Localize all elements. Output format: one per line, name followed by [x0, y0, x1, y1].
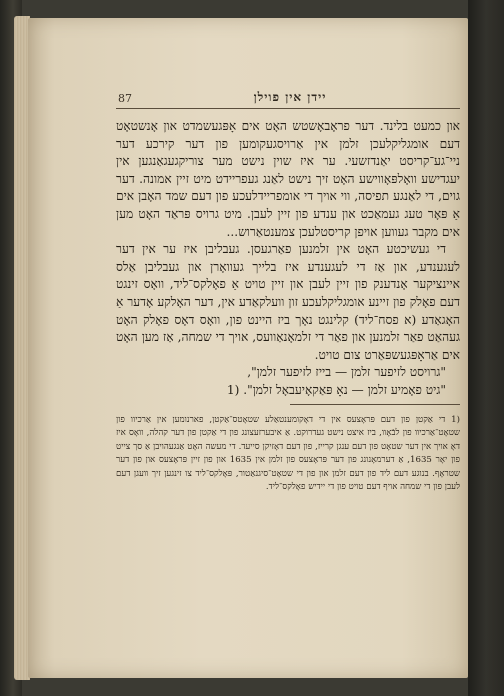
page-number: 87 — [118, 92, 132, 105]
running-head: יידן אין פוילן — [253, 90, 327, 104]
background-edge — [468, 0, 504, 696]
footnote-text: (1 די אַקטן פון דעם פּראָצעס אין די דאָקומענטאַלע שטאָטס־אַקטן, פארנומען אין אַרכיוו פון שטאָט־אַרכיוו פון לבֿאָוו, ביז איצט נישט געדרוקט. אַ איבערזעצונג פון די אַקטן פון דער קהלה, וואָס איז דאָ אויך אין דער שטאָט פון דעם ענגן קרייז, פון דעם דאָזיקן סייעד. די מעשה האָט אַנגעהויבן אַ סך צייט פון יאָר 1635, אַ דערמאָנונג פון דער פּראָצעס פון זלמן אין 1635 און פון זיין פּראָצעס און פון דער שטראָף. בנוגע דעם ליד פון דעם זלמן און פון די שטאָט־סיגנאַטור, פּאָלקס־ליד צו זינגען זיך וועגן דעם לעבן פון די שמחה אויף דעם טויט פון די יידיש פאָלקס־ליד. — [116, 415, 460, 493]
verse-line-2: "גיט פאָמיע זלמן — נאָ פּאַקאָיעבאָל זלמן". (1 — [226, 382, 446, 397]
footnote — [116, 414, 460, 494]
paragraph-2: די געשיכטע האָט אין זלמנען פאַרגעסן. געבליבן איז ער אין דער לעגענדע, און אַז די לעגענדע איז בלייך געוואָרן און געבליבן אַלס איינציקער אָנדענק פון זיין לעבן און זיין טויט אַ פאָלקס־ליד, וואָס זינגט דעם פאָלק פון זיינע אומגליקלעכע זון וועלקאַדע אין, דער האָלקע אָדער אַ האָגאַדע (א פסח־ליד) קלינגט נאָך ביז היינט פון, וואָס דאָס פאָלק האָט געהאַט פאַר זלמנען און פאַר די זלמאָנאַוועס, אויך די שמחה, אַז מען האָט אים אַראָפּגעשפּאַרט צום טויט. — [116, 242, 460, 362]
header-rule — [116, 108, 460, 109]
verse-line-1: "גרויסט לזיפער זלמן — בייז לזיפער זלמן", — [247, 365, 446, 380]
paragraph-1: און כמעט בלינד. דער פראָבאָשטש האָט אים אָפּגעשמדט און אָנשטאָט דעם אומגליקלעכן זלמן אין אַרויסגעקומען פון דער קירכע דער ניי־גע־קריסט יאַנדזשעי. ער איז שוין נישט מער צוריקגעגאַנגען אין יעגדישע וואָלפּאָווישע האָט זיך נישט לאַנג געפריידט מיט זיין אמונה. דער גוים, די לאַנגע תפיסה, ווי אויך די אומפריידלעכע פון דעם שמד האָבן אים אַ פּאָר טעג געמאַכט און ענדע פון זיין לעבן. מיט גרויס פּראַד האָט מען אים מקבר געווען אויפן קריסטלעכן צמענטאַרוש... — [116, 119, 460, 239]
body-text — [116, 118, 460, 400]
footnote-rule — [290, 404, 460, 405]
